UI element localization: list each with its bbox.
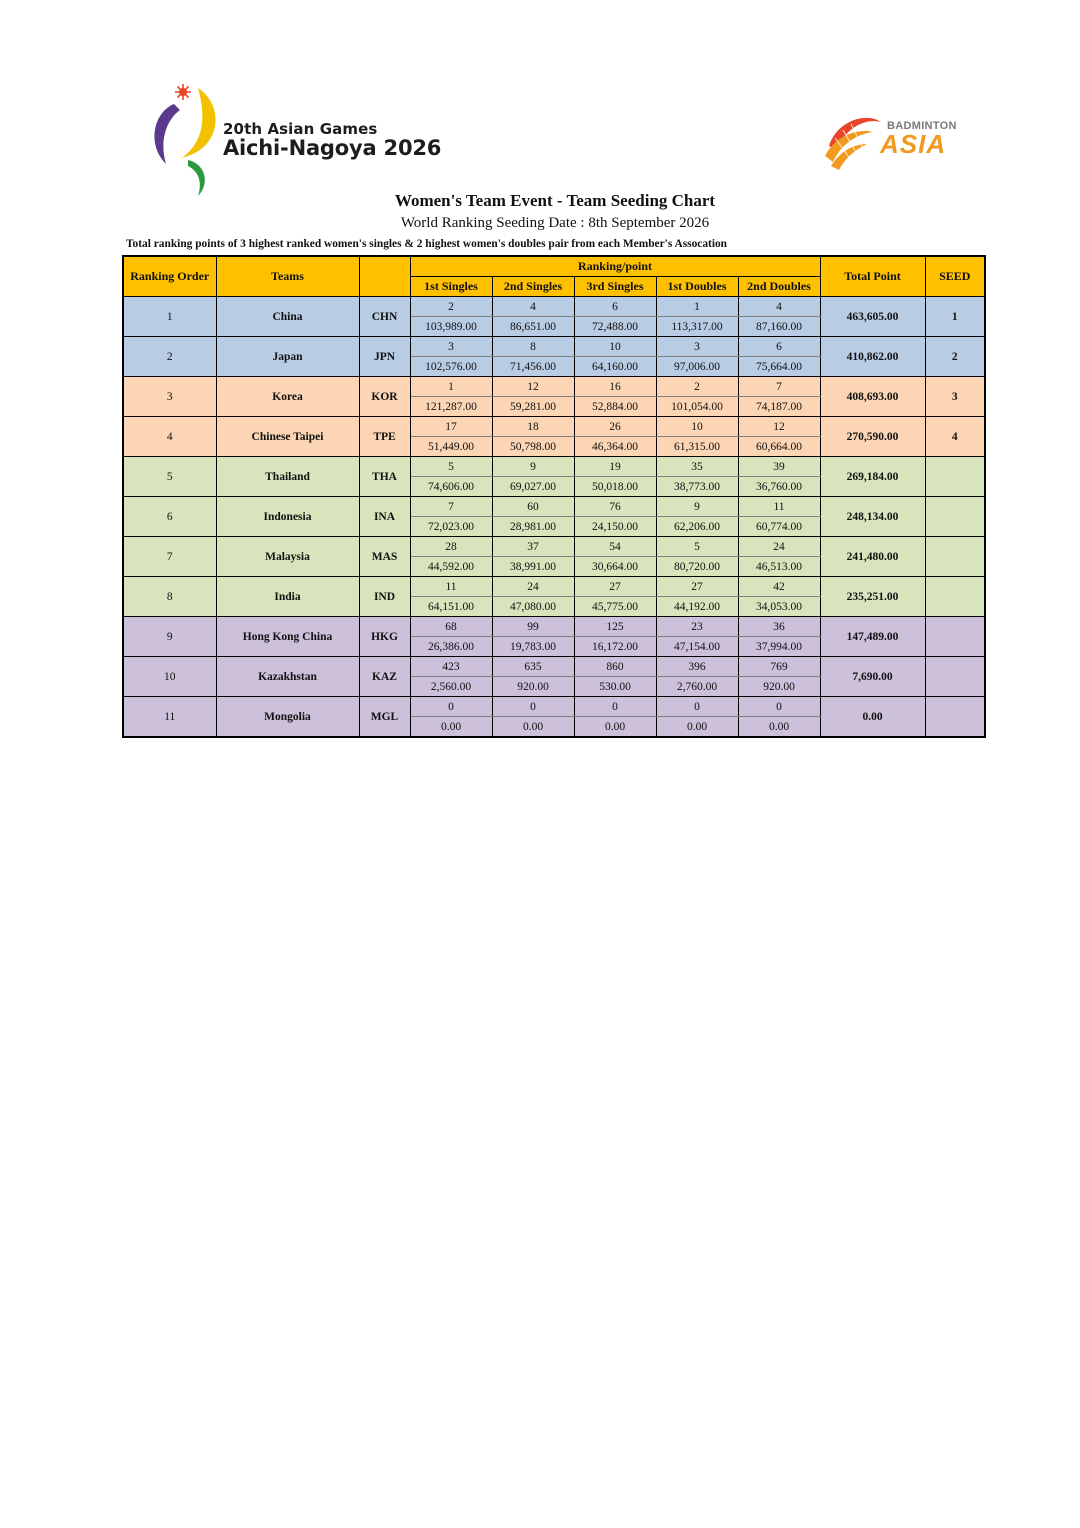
ranking-point-cell: 46,513.00 (738, 557, 820, 577)
team-code-cell: HKG (359, 617, 410, 657)
world-rank-cell: 9 (656, 497, 738, 517)
seed-cell (925, 577, 985, 617)
seed-cell: 1 (925, 297, 985, 337)
seed-cell: 3 (925, 377, 985, 417)
world-rank-cell: 76 (574, 497, 656, 517)
table-row (123, 297, 985, 317)
world-rank-cell: 18 (492, 417, 574, 437)
total-point-cell: 248,134.00 (820, 497, 925, 537)
team-name-cell: China (216, 297, 359, 337)
world-rank-cell: 0 (492, 697, 574, 717)
ranking-point-cell: 16,172.00 (574, 637, 656, 657)
world-rank-cell: 36 (738, 617, 820, 637)
seeding-date: World Ranking Seeding Date : 8th September 2026 (400, 215, 710, 231)
world-rank-cell: 9 (492, 457, 574, 477)
total-point-cell: 410,862.00 (820, 337, 925, 377)
ranking-point-cell: 28,981.00 (492, 517, 574, 537)
ranking-point-cell: 44,192.00 (656, 597, 738, 617)
world-rank-cell: 11 (738, 497, 820, 517)
ranking-point-cell: 46,364.00 (574, 437, 656, 457)
team-code-cell: JPN (359, 337, 410, 377)
total-point-cell: 0.00 (820, 697, 925, 738)
ranking-point-cell: 72,023.00 (410, 517, 492, 537)
world-rank-cell: 3 (656, 337, 738, 357)
ranking-point-cell: 62,206.00 (656, 517, 738, 537)
ranking-point-cell: 26,386.00 (410, 637, 492, 657)
table-row (123, 377, 985, 397)
ranking-point-cell: 0.00 (738, 717, 820, 738)
ranking-order-cell: 5 (123, 457, 216, 497)
seeding-table (122, 255, 986, 738)
ranking-point-cell: 103,989.00 (410, 317, 492, 337)
ranking-point-cell: 36,760.00 (738, 477, 820, 497)
total-point-cell: 147,489.00 (820, 617, 925, 657)
ranking-order-cell: 3 (123, 377, 216, 417)
total-point-cell: 269,184.00 (820, 457, 925, 497)
world-rank-cell: 6 (738, 337, 820, 357)
total-point-cell: 241,480.00 (820, 537, 925, 577)
ranking-point-cell: 64,151.00 (410, 597, 492, 617)
ranking-point-cell: 38,991.00 (492, 557, 574, 577)
asian-games-emblem-icon (148, 84, 223, 199)
header-1st-doubles: 1st Doubles (656, 277, 738, 297)
ranking-point-cell: 47,154.00 (656, 637, 738, 657)
seed-cell (925, 697, 985, 738)
ranking-point-cell: 60,774.00 (738, 517, 820, 537)
ranking-point-cell: 97,006.00 (656, 357, 738, 377)
world-rank-cell: 68 (410, 617, 492, 637)
world-rank-cell: 423 (410, 657, 492, 677)
ranking-point-cell: 24,150.00 (574, 517, 656, 537)
ranking-point-cell: 47,080.00 (492, 597, 574, 617)
seed-cell (925, 537, 985, 577)
table-row (123, 537, 985, 557)
world-rank-cell: 37 (492, 537, 574, 557)
ranking-point-cell: 59,281.00 (492, 397, 574, 417)
world-rank-cell: 6 (574, 297, 656, 317)
world-rank-cell: 11 (410, 577, 492, 597)
ranking-point-cell: 113,317.00 (656, 317, 738, 337)
table-row (123, 577, 985, 597)
team-name-cell: Thailand (216, 457, 359, 497)
asian-games-logo (148, 84, 448, 199)
ranking-point-cell: 72,488.00 (574, 317, 656, 337)
team-code-cell: MAS (359, 537, 410, 577)
page-title: Women's Team Event - Team Seeding Chart (394, 191, 716, 210)
world-rank-cell: 5 (656, 537, 738, 557)
table-row (123, 417, 985, 437)
badminton-asia-logo (823, 110, 973, 175)
world-rank-cell: 27 (574, 577, 656, 597)
header-teams: Teams (216, 256, 359, 297)
team-code-cell: THA (359, 457, 410, 497)
world-rank-cell: 23 (656, 617, 738, 637)
header-total-point: Total Point (820, 256, 925, 297)
team-code-cell: KOR (359, 377, 410, 417)
shuttlecock-swoosh-icon (823, 110, 885, 172)
asia-label: ASIA (880, 129, 947, 159)
ranking-point-cell: 74,606.00 (410, 477, 492, 497)
ranking-point-cell: 74,187.00 (738, 397, 820, 417)
total-point-cell: 408,693.00 (820, 377, 925, 417)
ranking-order-cell: 4 (123, 417, 216, 457)
team-name-cell: India (216, 577, 359, 617)
world-rank-cell: 5 (410, 457, 492, 477)
team-code-cell: TPE (359, 417, 410, 457)
table-row (123, 617, 985, 637)
world-rank-cell: 0 (410, 697, 492, 717)
team-name-cell: Japan (216, 337, 359, 377)
world-rank-cell: 2 (656, 377, 738, 397)
header-2nd-singles: 2nd Singles (492, 277, 574, 297)
ranking-point-cell: 60,664.00 (738, 437, 820, 457)
world-rank-cell: 0 (574, 697, 656, 717)
team-code-cell: INA (359, 497, 410, 537)
ranking-point-cell: 80,720.00 (656, 557, 738, 577)
total-point-cell: 235,251.00 (820, 577, 925, 617)
world-rank-cell: 1 (410, 377, 492, 397)
ranking-point-cell: 51,449.00 (410, 437, 492, 457)
asian-games-line1: 20th Asian Games (223, 120, 378, 138)
ranking-point-cell: 38,773.00 (656, 477, 738, 497)
team-name-cell: Korea (216, 377, 359, 417)
ranking-order-cell: 2 (123, 337, 216, 377)
ranking-point-cell: 61,315.00 (656, 437, 738, 457)
world-rank-cell: 26 (574, 417, 656, 437)
world-rank-cell: 4 (738, 297, 820, 317)
ranking-order-cell: 1 (123, 297, 216, 337)
seed-cell (925, 617, 985, 657)
world-rank-cell: 19 (574, 457, 656, 477)
team-name-cell: Mongolia (216, 697, 359, 738)
world-rank-cell: 27 (656, 577, 738, 597)
world-rank-cell: 16 (574, 377, 656, 397)
world-rank-cell: 4 (492, 297, 574, 317)
team-name-cell: Hong Kong China (216, 617, 359, 657)
ranking-point-cell: 50,018.00 (574, 477, 656, 497)
ranking-point-cell: 86,651.00 (492, 317, 574, 337)
world-rank-cell: 17 (410, 417, 492, 437)
table-row (123, 497, 985, 517)
world-rank-cell: 0 (738, 697, 820, 717)
world-rank-cell: 2 (410, 297, 492, 317)
ranking-point-cell: 45,775.00 (574, 597, 656, 617)
world-rank-cell: 7 (738, 377, 820, 397)
ranking-order-cell: 10 (123, 657, 216, 697)
table-row (123, 697, 985, 717)
ranking-point-cell: 2,760.00 (656, 677, 738, 697)
world-rank-cell: 3 (410, 337, 492, 357)
seed-cell (925, 457, 985, 497)
world-rank-cell: 1 (656, 297, 738, 317)
ranking-point-cell: 30,664.00 (574, 557, 656, 577)
team-code-cell: CHN (359, 297, 410, 337)
header-ranking-order: Ranking Order (123, 256, 216, 297)
world-rank-cell: 8 (492, 337, 574, 357)
ranking-point-cell: 2,560.00 (410, 677, 492, 697)
world-rank-cell: 99 (492, 617, 574, 637)
total-point-cell: 270,590.00 (820, 417, 925, 457)
header-seed: SEED (925, 256, 985, 297)
world-rank-cell: 7 (410, 497, 492, 517)
world-rank-cell: 60 (492, 497, 574, 517)
world-rank-cell: 39 (738, 457, 820, 477)
world-rank-cell: 635 (492, 657, 574, 677)
ranking-point-cell: 0.00 (410, 717, 492, 738)
ranking-point-cell: 64,160.00 (574, 357, 656, 377)
world-rank-cell: 24 (738, 537, 820, 557)
ranking-point-cell: 69,027.00 (492, 477, 574, 497)
world-rank-cell: 860 (574, 657, 656, 677)
ranking-order-cell: 6 (123, 497, 216, 537)
seed-cell: 2 (925, 337, 985, 377)
header-ranking-point: Ranking/point (410, 256, 820, 277)
ranking-point-cell: 34,053.00 (738, 597, 820, 617)
ranking-order-cell: 8 (123, 577, 216, 617)
seed-cell: 4 (925, 417, 985, 457)
team-name-cell: Chinese Taipei (216, 417, 359, 457)
world-rank-cell: 125 (574, 617, 656, 637)
ranking-point-cell: 87,160.00 (738, 317, 820, 337)
ranking-point-cell: 102,576.00 (410, 357, 492, 377)
world-rank-cell: 54 (574, 537, 656, 557)
total-point-cell: 7,690.00 (820, 657, 925, 697)
world-rank-cell: 10 (574, 337, 656, 357)
world-rank-cell: 24 (492, 577, 574, 597)
ranking-order-cell: 7 (123, 537, 216, 577)
table-row (123, 657, 985, 677)
ranking-point-cell: 50,798.00 (492, 437, 574, 457)
world-rank-cell: 769 (738, 657, 820, 677)
team-name-cell: Malaysia (216, 537, 359, 577)
ranking-point-cell: 37,994.00 (738, 637, 820, 657)
seed-cell (925, 497, 985, 537)
badminton-label: BADMINTON (887, 120, 957, 132)
team-code-cell: KAZ (359, 657, 410, 697)
table-note: Total ranking points of 3 highest ranked women's singles & 2 highest women's doubles pair from each Member's Assocation (126, 238, 728, 250)
world-rank-cell: 28 (410, 537, 492, 557)
world-rank-cell: 35 (656, 457, 738, 477)
team-name-cell: Kazakhstan (216, 657, 359, 697)
ranking-point-cell: 19,783.00 (492, 637, 574, 657)
ranking-point-cell: 52,884.00 (574, 397, 656, 417)
ranking-point-cell: 530.00 (574, 677, 656, 697)
world-rank-cell: 12 (492, 377, 574, 397)
world-rank-cell: 42 (738, 577, 820, 597)
ranking-order-cell: 11 (123, 697, 216, 738)
ranking-point-cell: 0.00 (656, 717, 738, 738)
team-code-cell: IND (359, 577, 410, 617)
header-1st-singles: 1st Singles (410, 277, 492, 297)
world-rank-cell: 396 (656, 657, 738, 677)
ranking-point-cell: 920.00 (738, 677, 820, 697)
asian-games-line2: Aichi-Nagoya 2026 (223, 136, 442, 160)
total-point-cell: 463,605.00 (820, 297, 925, 337)
team-code-cell: MGL (359, 697, 410, 738)
ranking-point-cell: 101,054.00 (656, 397, 738, 417)
world-rank-cell: 12 (738, 417, 820, 437)
ranking-point-cell: 71,456.00 (492, 357, 574, 377)
ranking-point-cell: 920.00 (492, 677, 574, 697)
table-row (123, 457, 985, 477)
world-rank-cell: 10 (656, 417, 738, 437)
table-row (123, 337, 985, 357)
team-name-cell: Indonesia (216, 497, 359, 537)
ranking-point-cell: 0.00 (492, 717, 574, 738)
ranking-order-cell: 9 (123, 617, 216, 657)
seed-cell (925, 657, 985, 697)
header-2nd-doubles: 2nd Doubles (738, 277, 820, 297)
header-3rd-singles: 3rd Singles (574, 277, 656, 297)
header-code (359, 256, 410, 297)
ranking-point-cell: 121,287.00 (410, 397, 492, 417)
ranking-point-cell: 0.00 (574, 717, 656, 738)
ranking-point-cell: 44,592.00 (410, 557, 492, 577)
ranking-point-cell: 75,664.00 (738, 357, 820, 377)
world-rank-cell: 0 (656, 697, 738, 717)
